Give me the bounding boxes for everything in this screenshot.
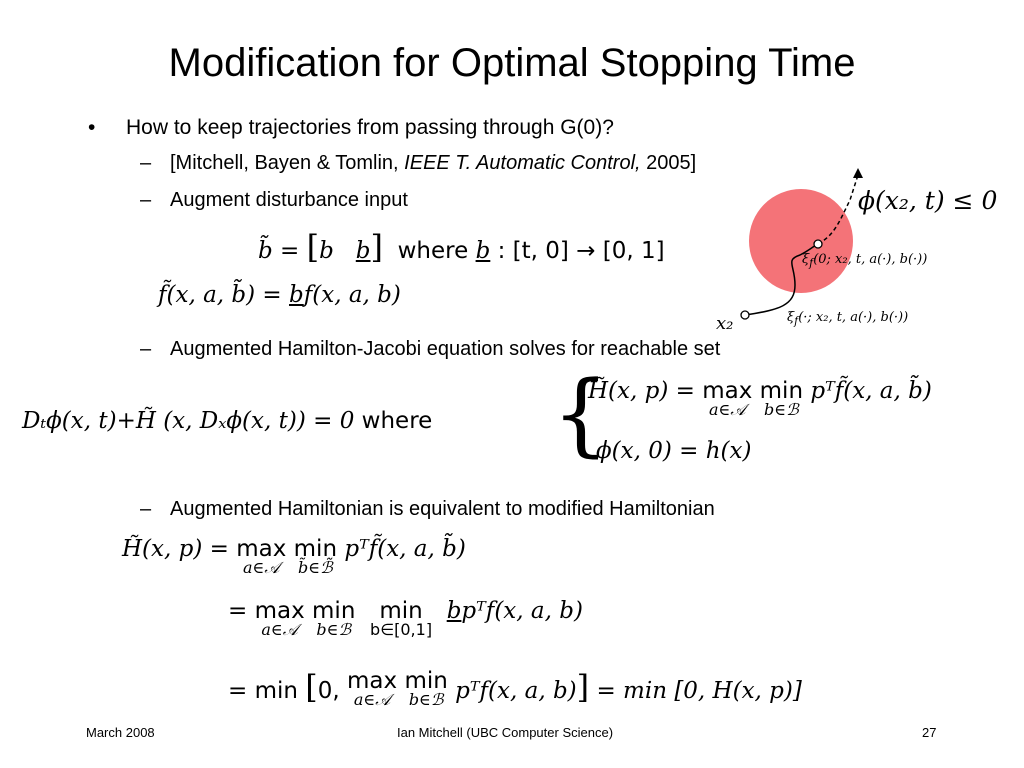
arrow-head	[853, 168, 863, 178]
slide-title: Modification for Optimal Stopping Time	[168, 41, 856, 85]
eq-ham-line3: = min [0, max a∈𝒜 min b∈ℬ pᵀf(x, a, b)] = min [0, H(x, p)]	[228, 668, 802, 709]
sub-bullet-augment: – Augment disturbance input	[140, 189, 408, 211]
start-point	[741, 311, 749, 319]
cases-brace: {	[552, 362, 610, 467]
sub-bullet-text: Augmented Hamilton-Jacobi equation solves for reachable set	[170, 338, 721, 360]
bullet-question	[88, 114, 614, 142]
sub-bullet-equivalence: – Augmented Hamiltonian is equivalent to modified Hamiltonian	[140, 498, 715, 520]
sub-bullet-hj: – Augmented Hamilton-Jacobi equation solves for reachable set	[140, 338, 721, 360]
citation-authors: [Mitchell, Bayen & Tomlin,	[170, 152, 405, 174]
bullet-dot: •	[88, 116, 96, 139]
citation-journal: IEEE T. Automatic Control,	[404, 152, 641, 174]
phi-condition-label: ϕ(x₂, t) ≤ 0	[858, 186, 998, 215]
sub-bullet-text: Augmented Hamiltonian is equivalent to modified Hamiltonian	[170, 498, 715, 520]
footer-page-number: 27	[922, 725, 937, 740]
target-set-circle	[749, 189, 853, 293]
xi-lower-label: $\xi_f(\cdot$; x₂, t, a(·), b(·))	[787, 310, 909, 328]
eq-ftilde: f̃(x, a, b̃) = bf(x, a, b)	[158, 282, 401, 308]
footer-date: March 2008	[86, 725, 155, 740]
eq-hj: Dₜϕ(x, t)+H̃ (x, Dₓϕ(x, t)) = 0 where	[22, 408, 433, 434]
sub-bullet-text: Augment disturbance input	[170, 189, 408, 211]
eq-btilde: b̃ = [b b] where b : [t, 0] → [0, 1]	[258, 228, 665, 266]
x2-label: x₂	[716, 313, 734, 334]
eq-case1: H̃(x, p) = max a∈𝒜 min b∈ℬ pᵀf̃(x, a, b̃)	[588, 378, 932, 419]
xi-upper-label: $\xi_f(0$; x₂, t, a(·), b(·))	[802, 252, 928, 270]
citation-year: 2005]	[640, 152, 697, 174]
eq-ham-line2: = max a∈𝒜 min b∈ℬ min b∈[0,1] bpᵀf(x, a, b)	[228, 598, 583, 639]
sub-bullet-citation: – [Mitchell, Bayen & Tomlin, IEEE T. Automatic Control, 2005]	[140, 152, 697, 174]
boundary-point	[814, 240, 822, 248]
footer-author: Ian Mitchell (UBC Computer Science)	[397, 725, 614, 740]
eq-ham-line1: H̃(x, p) = max a∈𝒜 min b̃∈ℬ̃ pᵀf̃(x, a, b̃)	[122, 536, 466, 577]
eq-case2: ϕ(x, 0) = h(x)	[596, 438, 752, 464]
bullet-text: How to keep trajectories from passing through G(0)?	[126, 116, 614, 139]
